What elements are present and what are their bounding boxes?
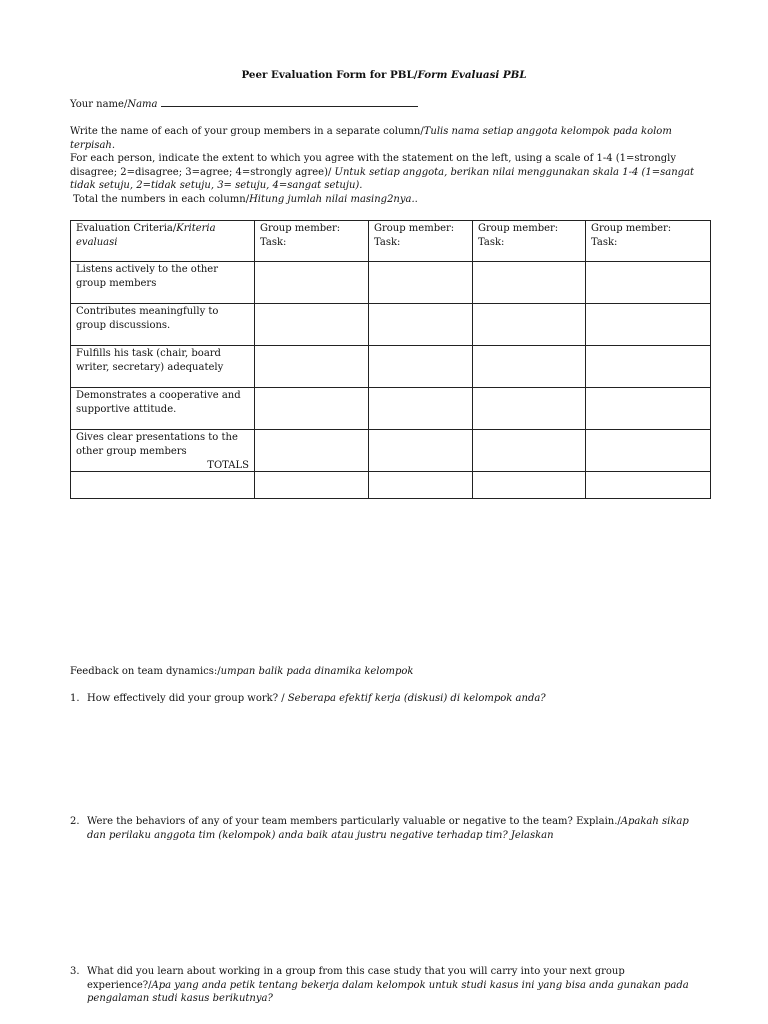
score-cell[interactable]	[369, 262, 473, 304]
total-score-cell[interactable]	[255, 472, 369, 499]
table-row	[71, 304, 711, 346]
criteria-cell: Contributes meaningfully to group discussions.	[71, 304, 255, 346]
score-cell[interactable]	[473, 430, 586, 472]
total-score-cell[interactable]	[586, 472, 711, 499]
table-row	[71, 262, 711, 304]
totals-cell	[71, 460, 255, 499]
your-name-field	[70, 97, 418, 112]
page-title	[0, 69, 768, 83]
title-text: Peer Evaluation Form for PBL/	[241, 69, 418, 81]
score-cell[interactable]	[586, 262, 711, 304]
score-cell[interactable]	[369, 346, 473, 388]
table-row	[71, 388, 711, 430]
instruction-2-text: For each person, indicate the extent to which you agree with the statement on the left, using a scale of 1-4 (1=strongly disagree; 2=disagree; 3=agree; 4=strongly agree)/	[70, 153, 677, 178]
score-cell[interactable]	[473, 304, 586, 346]
task-label: Task:	[591, 236, 618, 248]
feedback-heading-text: Feedback on team dynamics:/	[70, 666, 221, 677]
score-cell[interactable]	[586, 388, 711, 430]
score-cell[interactable]	[255, 262, 369, 304]
group-member-label: Group member:	[260, 223, 341, 234]
criteria-cell: Listens actively to the other group members	[71, 262, 255, 304]
instruction-3-end: .	[414, 193, 418, 205]
criteria-header-text: Evaluation Criteria/	[76, 223, 177, 234]
question-3	[70, 965, 710, 1006]
question-text-plain: What did you learn about working in a group from this case study that you will carry into your next group experience?/	[87, 966, 625, 991]
instruction-3-italic: Hitung jumlah nilai masing2nya.	[249, 193, 415, 205]
group-member-header[interactable]	[586, 221, 711, 262]
question-number: 3.	[70, 966, 80, 977]
score-cell[interactable]	[473, 388, 586, 430]
score-cell[interactable]	[369, 430, 473, 472]
instruction-1-text: Write the name of each of your group members in a separate column/	[70, 126, 424, 137]
evaluation-table	[70, 220, 711, 499]
instruction-1-italic: Tulis nama setiap anggota kelompok pada kolom terpisah.	[70, 126, 672, 151]
table-row	[71, 346, 711, 388]
score-cell[interactable]	[473, 346, 586, 388]
instructions	[70, 125, 710, 207]
score-cell[interactable]	[255, 304, 369, 346]
your-name-label-italic: Nama	[127, 99, 158, 110]
instruction-3-text: Total the numbers in each column/	[73, 193, 250, 205]
criteria-header	[71, 221, 255, 262]
question-text	[87, 692, 710, 706]
group-member-header[interactable]	[473, 221, 586, 262]
feedback-heading	[70, 665, 414, 679]
question-number: 1.	[70, 693, 80, 704]
instruction-3	[70, 193, 710, 207]
question-text-plain: Were the behaviors of any of your team members particularly valuable or negative to the team? Explain./	[87, 816, 621, 827]
group-member-header[interactable]	[255, 221, 369, 262]
group-member-header[interactable]	[369, 221, 473, 262]
total-score-cell[interactable]	[369, 472, 473, 499]
score-cell[interactable]	[586, 346, 711, 388]
score-cell[interactable]	[586, 430, 711, 472]
score-cell[interactable]	[255, 388, 369, 430]
question-text-italic: Seberapa efektif kerja (diskusi) di kelompok anda?	[287, 693, 546, 704]
instruction-2-italic: Untuk setiap anggota, berikan nilai menggunakan skala 1-4 (1=sangat tidak setuju, 2=tidak setuju, 3= setuju, 4=sangat setuju).	[70, 166, 695, 192]
question-text-italic: Apakah sikap dan perilaku anggota tim (kelompok) anda baik atau justru negative terhadap tim? Jelaskan	[87, 816, 689, 841]
score-cell[interactable]	[586, 304, 711, 346]
question-text	[87, 965, 710, 1006]
question-text	[87, 815, 710, 842]
feedback-heading-italic: umpan balik pada dinamika kelompok	[220, 666, 414, 677]
score-cell[interactable]	[369, 304, 473, 346]
criteria-cell: Fulfills his task (chair, board writer, secretary) adequately	[71, 346, 255, 388]
criteria-cell: Demonstrates a cooperative and supportive attitude.	[71, 388, 255, 430]
your-name-label: Your name/	[70, 99, 128, 110]
score-cell[interactable]	[255, 430, 369, 472]
criteria-header-italic: Kriteria evaluasi	[76, 223, 216, 248]
title-italic: Form Evaluasi PBL	[417, 69, 527, 81]
question-2	[70, 815, 710, 842]
group-member-label: Group member:	[478, 223, 559, 234]
task-label: Task:	[478, 236, 505, 248]
instruction-1	[70, 125, 710, 152]
score-cell[interactable]	[473, 262, 586, 304]
table-header-row	[71, 221, 711, 262]
name-blank-line[interactable]	[161, 97, 418, 107]
score-cell[interactable]	[369, 388, 473, 430]
question-text-italic: Apa yang anda petik tentang bekerja dalam kelompok untuk studi kasus ini yang bisa anda gunakan pada pengalaman studi kasus berikutnya?	[87, 979, 689, 1005]
instruction-2	[70, 152, 710, 193]
score-cell[interactable]	[255, 346, 369, 388]
question-1	[70, 692, 710, 706]
group-member-label: Group member:	[591, 223, 672, 234]
group-member-label: Group member:	[374, 223, 455, 234]
question-text-plain: How effectively did your group work? /	[87, 693, 288, 704]
totals-row	[71, 472, 711, 499]
question-number: 2.	[70, 816, 80, 827]
totals-label: TOTALS	[207, 460, 249, 471]
task-label: Task:	[374, 236, 401, 248]
criteria-cell: Gives clear presentations to the other group members	[71, 430, 255, 472]
total-score-cell[interactable]	[473, 472, 586, 499]
task-label: Task:	[260, 236, 287, 248]
